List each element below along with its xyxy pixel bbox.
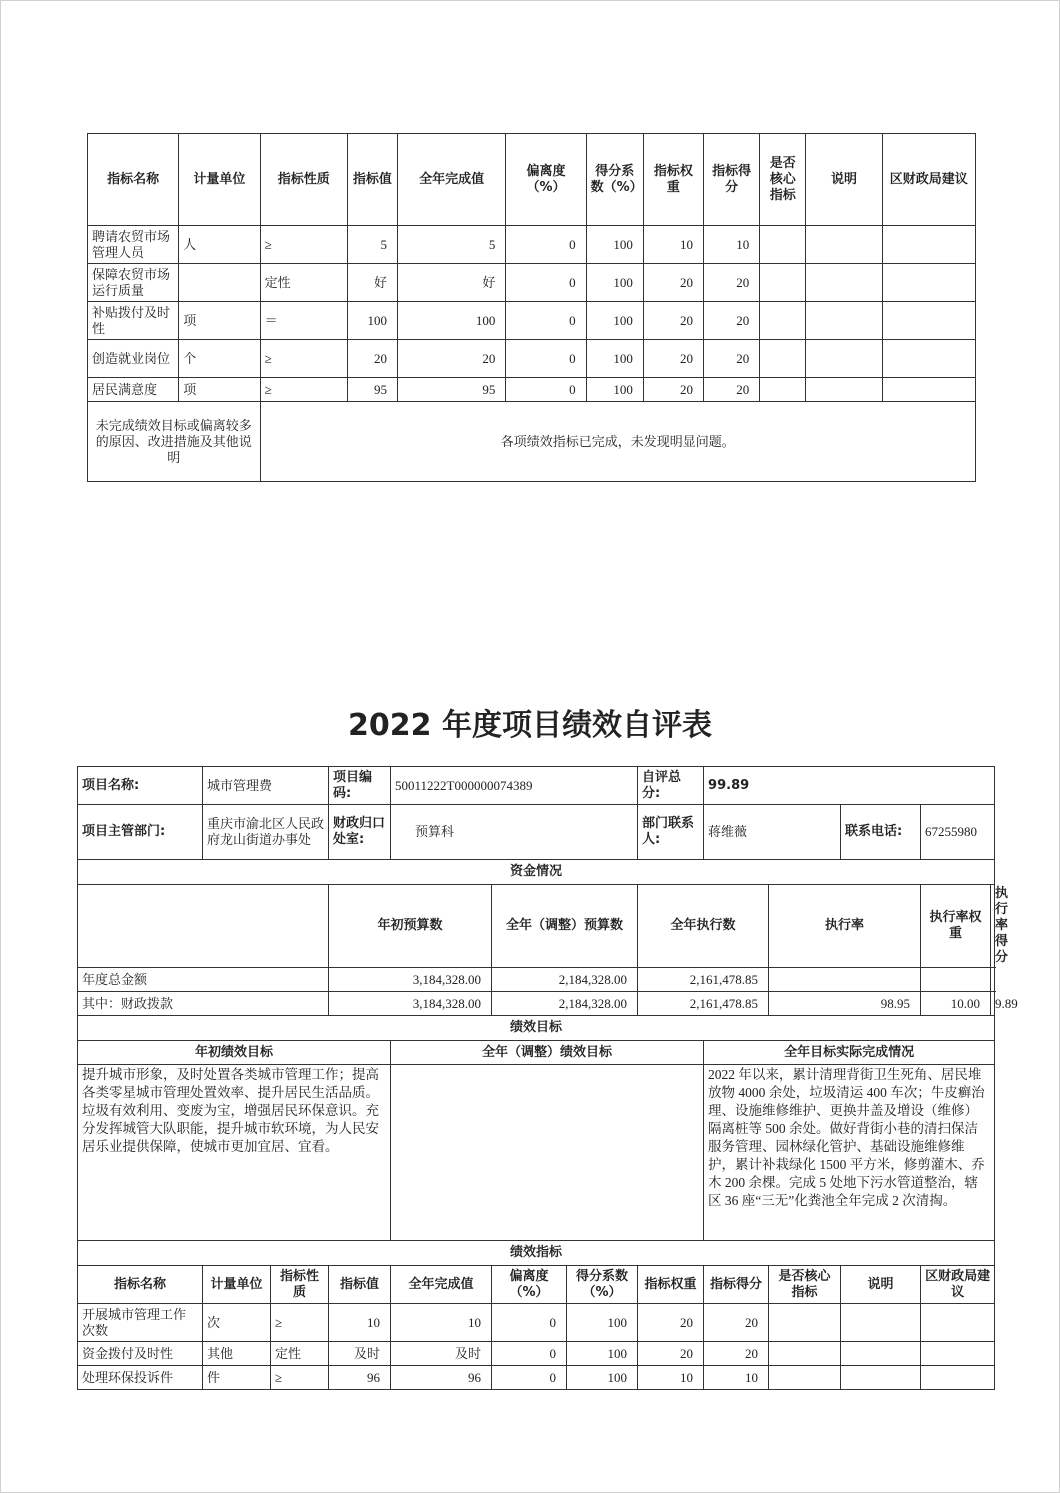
weight: 10	[638, 1366, 704, 1390]
project-name-label: 项目名称:	[78, 767, 203, 805]
header-cell: 区财政局建议	[921, 1266, 995, 1304]
header-cell: 指标权重	[643, 134, 703, 226]
core-flag	[769, 1366, 841, 1390]
actual-value: 20	[398, 340, 506, 378]
remark	[841, 1366, 921, 1390]
header-cell: 指标值	[329, 1266, 391, 1304]
department-info-row	[78, 805, 995, 860]
deviation: 0	[492, 1304, 567, 1342]
core-flag	[760, 226, 806, 264]
fund-item-label: 其中：财政拨款	[78, 992, 329, 1016]
unit-cell: 项	[179, 302, 260, 340]
score: 10	[704, 226, 760, 264]
deviation: 0	[492, 1366, 567, 1390]
initial-goal-text: 提升城市形象，及时处置各类城市管理工作；提高各类零星城市管理处置效率、提升居民生活品质。垃圾有效利用、变废为宝，增强居民环保意识。充分发挥城管大队职能，提升城市软环境，为人民安居乐业提供保障，使城市更加宜居、宜看。	[78, 1065, 391, 1241]
header-cell: 指标名称	[78, 1266, 203, 1304]
header-cell: 指标得分	[704, 134, 760, 226]
actual-value: 好	[398, 264, 506, 302]
execution-score	[991, 968, 995, 992]
department-value: 重庆市渝北区人民政府龙山街道办事处	[203, 805, 329, 860]
weight: 20	[643, 264, 703, 302]
contact-label: 部门联系人:	[638, 805, 704, 860]
score-coefficient: 100	[586, 226, 643, 264]
score-coefficient: 100	[567, 1366, 638, 1390]
adjusted-budget: 2,184,328.00	[492, 968, 638, 992]
unit-cell: 其他	[203, 1342, 271, 1366]
contact-value: 蒋维薇	[704, 805, 841, 860]
header-cell: 偏离度（%）	[492, 1266, 567, 1304]
header-cell: 执行率得分	[991, 885, 995, 968]
score: 20	[704, 378, 760, 402]
header-cell: 全年完成值	[391, 1266, 492, 1304]
executed-amount: 2,161,478.85	[638, 992, 769, 1016]
office-label: 财政归口处室:	[329, 805, 391, 860]
finance-advice	[882, 302, 975, 340]
score: 20	[704, 340, 760, 378]
execution-rate	[769, 968, 921, 992]
nature-cell: ＝	[260, 302, 347, 340]
indicator-name: 居民满意度	[88, 378, 179, 402]
fund-item-label: 年度总金额	[78, 968, 329, 992]
finance-advice	[921, 1366, 995, 1390]
deviation: 0	[506, 340, 586, 378]
indicator-name: 处理环保投诉件	[78, 1366, 203, 1390]
unit-cell: 次	[203, 1304, 271, 1342]
deviation: 0	[506, 226, 586, 264]
finance-advice	[882, 226, 975, 264]
indicator-name: 创造就业岗位	[88, 340, 179, 378]
header-cell: 得分系数（%）	[567, 1266, 638, 1304]
header-cell: 是否核心指标	[769, 1266, 841, 1304]
deviation: 0	[492, 1342, 567, 1366]
header-cell: 区财政局建议	[882, 134, 975, 226]
remark	[841, 1342, 921, 1366]
nature-cell: ≥	[260, 378, 347, 402]
score-coefficient: 100	[586, 264, 643, 302]
finance-advice	[921, 1342, 995, 1366]
table-row	[88, 264, 976, 302]
header-cell: 执行率权重	[921, 885, 991, 968]
funds-section-row	[78, 860, 995, 885]
nature-cell: ≥	[271, 1366, 329, 1390]
notes-row	[88, 402, 976, 482]
header-cell: 指标权重	[638, 1266, 704, 1304]
header-cell: 全年（调整）绩效目标	[391, 1041, 704, 1065]
indicator-name: 补贴拨付及时性	[88, 302, 179, 340]
actual-value: 5	[398, 226, 506, 264]
header-cell: 指标性质	[260, 134, 347, 226]
weight: 10	[643, 226, 703, 264]
initial-budget: 3,184,328.00	[329, 968, 492, 992]
actual-value: 95	[398, 378, 506, 402]
nature-cell: ≥	[260, 226, 347, 264]
score-coefficient: 100	[567, 1304, 638, 1342]
execution-score: 9.89	[991, 992, 995, 1016]
indicator-name: 资金拨付及时性	[78, 1342, 203, 1366]
weight: 20	[643, 340, 703, 378]
initial-budget: 3,184,328.00	[329, 992, 492, 1016]
table-row	[88, 378, 976, 402]
weight: 20	[638, 1342, 704, 1366]
execution-weight	[921, 968, 991, 992]
goals-section-row	[78, 1016, 995, 1041]
header-cell: 全年目标实际完成情况	[704, 1041, 995, 1065]
actual-value: 96	[391, 1366, 492, 1390]
core-flag	[760, 378, 806, 402]
core-flag	[760, 302, 806, 340]
indicator-name: 聘请农贸市场管理人员	[88, 226, 179, 264]
remark	[806, 264, 882, 302]
target-value: 96	[329, 1366, 391, 1390]
table1-header-row	[88, 134, 976, 226]
indicator-table-continued	[87, 133, 976, 482]
actual-value: 100	[398, 302, 506, 340]
header-cell: 偏离度（%）	[506, 134, 586, 226]
score-coefficient: 100	[586, 378, 643, 402]
header-cell: 全年执行数	[638, 885, 769, 968]
remark	[806, 302, 882, 340]
header-cell: 指标性质	[271, 1266, 329, 1304]
funds-header-row	[78, 885, 995, 968]
actual-completion-text: 2022 年以来，累计清理背街卫生死角、居民堆放物 4000 余处，垃圾清运 400 车次；牛皮癣治理、设施维修维护、更换井盖及增设（维修）隔离桩等 500 余处。做好背街小巷的清扫保洁服务管理、园林绿化管护、基础设施维修维护，累计补栽绿化 1500 平方米，修剪灌木、乔木 200 余棵。完成 5 处地下污水管道整治，辖区 36 座“三无”化粪池全年完成 2 次清掏。	[704, 1065, 995, 1241]
office-value: 预算科	[391, 805, 638, 860]
target-value: 20	[347, 340, 397, 378]
project-code-value: 50011222T000000074389	[391, 767, 638, 805]
table-row	[78, 992, 995, 1016]
page-title: 2022 年度项目绩效自评表	[348, 708, 712, 743]
goals-section-title: 绩效目标	[78, 1016, 995, 1041]
table-row	[78, 1366, 995, 1390]
project-name-value: 城市管理费	[203, 767, 329, 805]
target-value: 5	[347, 226, 397, 264]
adjusted-goal-text	[391, 1065, 704, 1241]
header-cell: 得分系数（%）	[586, 134, 643, 226]
table-row	[88, 302, 976, 340]
score: 20	[704, 1304, 769, 1342]
header-cell: 指标得分	[704, 1266, 769, 1304]
unit-cell: 件	[203, 1366, 271, 1390]
score-coefficient: 100	[586, 340, 643, 378]
indicators-header-row	[78, 1266, 995, 1304]
finance-advice	[882, 378, 975, 402]
remark	[806, 340, 882, 378]
header-cell: 指标名称	[88, 134, 179, 226]
funds-section-title: 资金情况	[78, 860, 995, 885]
score: 20	[704, 1342, 769, 1366]
notes-text: 各项绩效指标已完成，未发现明显问题。	[260, 402, 975, 482]
weight: 20	[643, 302, 703, 340]
core-flag	[769, 1304, 841, 1342]
weight: 20	[643, 378, 703, 402]
execution-weight: 10.00	[921, 992, 991, 1016]
remark	[806, 226, 882, 264]
remark	[806, 378, 882, 402]
nature-cell: ≥	[271, 1304, 329, 1342]
indicators-section-row	[78, 1241, 995, 1266]
deviation: 0	[506, 264, 586, 302]
executed-amount: 2,161,478.85	[638, 968, 769, 992]
self-score-label: 自评总分:	[638, 767, 704, 805]
unit-cell: 人	[179, 226, 260, 264]
self-score-value: 99.89	[704, 767, 995, 805]
notes-label: 未完成绩效目标或偏离较多的原因、改进措施及其他说明	[88, 402, 261, 482]
header-cell: 全年（调整）预算数	[492, 885, 638, 968]
score: 10	[704, 1366, 769, 1390]
nature-cell: 定性	[260, 264, 347, 302]
core-flag	[760, 264, 806, 302]
header-cell: 计量单位	[203, 1266, 271, 1304]
header-cell: 说明	[841, 1266, 921, 1304]
core-flag	[760, 340, 806, 378]
table-row	[88, 340, 976, 378]
table-row	[78, 1304, 995, 1342]
table-row	[78, 1342, 995, 1366]
indicator-name: 开展城市管理工作次数	[78, 1304, 203, 1342]
header-cell: 指标值	[347, 134, 397, 226]
target-value: 95	[347, 378, 397, 402]
finance-advice	[882, 264, 975, 302]
header-cell: 说明	[806, 134, 882, 226]
header-cell: 执行率	[769, 885, 921, 968]
finance-advice	[921, 1304, 995, 1342]
adjusted-budget: 2,184,328.00	[492, 992, 638, 1016]
score-coefficient: 100	[586, 302, 643, 340]
header-cell: 计量单位	[179, 134, 260, 226]
score: 20	[704, 264, 760, 302]
phone-value: 67255980	[921, 805, 995, 860]
nature-cell: 定性	[271, 1342, 329, 1366]
header-cell: 年初预算数	[329, 885, 492, 968]
deviation: 0	[506, 378, 586, 402]
project-info-row	[78, 767, 995, 805]
header-cell	[78, 885, 329, 968]
department-label: 项目主管部门:	[78, 805, 203, 860]
finance-advice	[882, 340, 975, 378]
goals-header-row	[78, 1041, 995, 1065]
target-value: 及时	[329, 1342, 391, 1366]
evaluation-table	[77, 766, 1018, 1390]
table-row	[78, 968, 995, 992]
goals-content-row	[78, 1065, 995, 1241]
indicators-section-title: 绩效指标	[78, 1241, 995, 1266]
nature-cell: ≥	[260, 340, 347, 378]
actual-value: 10	[391, 1304, 492, 1342]
weight: 20	[638, 1304, 704, 1342]
target-value: 10	[329, 1304, 391, 1342]
score: 20	[704, 302, 760, 340]
table-row	[88, 226, 976, 264]
actual-value: 及时	[391, 1342, 492, 1366]
unit-cell: 项	[179, 378, 260, 402]
remark	[841, 1304, 921, 1342]
phone-label: 联系电话:	[841, 805, 921, 860]
target-value: 好	[347, 264, 397, 302]
unit-cell	[179, 264, 260, 302]
target-value: 100	[347, 302, 397, 340]
header-cell: 是否核心指标	[760, 134, 806, 226]
project-code-label: 项目编码:	[329, 767, 391, 805]
core-flag	[769, 1342, 841, 1366]
header-cell: 全年完成值	[398, 134, 506, 226]
unit-cell: 个	[179, 340, 260, 378]
execution-rate: 98.95	[769, 992, 921, 1016]
score-coefficient: 100	[567, 1342, 638, 1366]
header-cell: 年初绩效目标	[78, 1041, 391, 1065]
deviation: 0	[506, 302, 586, 340]
indicator-name: 保障农贸市场运行质量	[88, 264, 179, 302]
